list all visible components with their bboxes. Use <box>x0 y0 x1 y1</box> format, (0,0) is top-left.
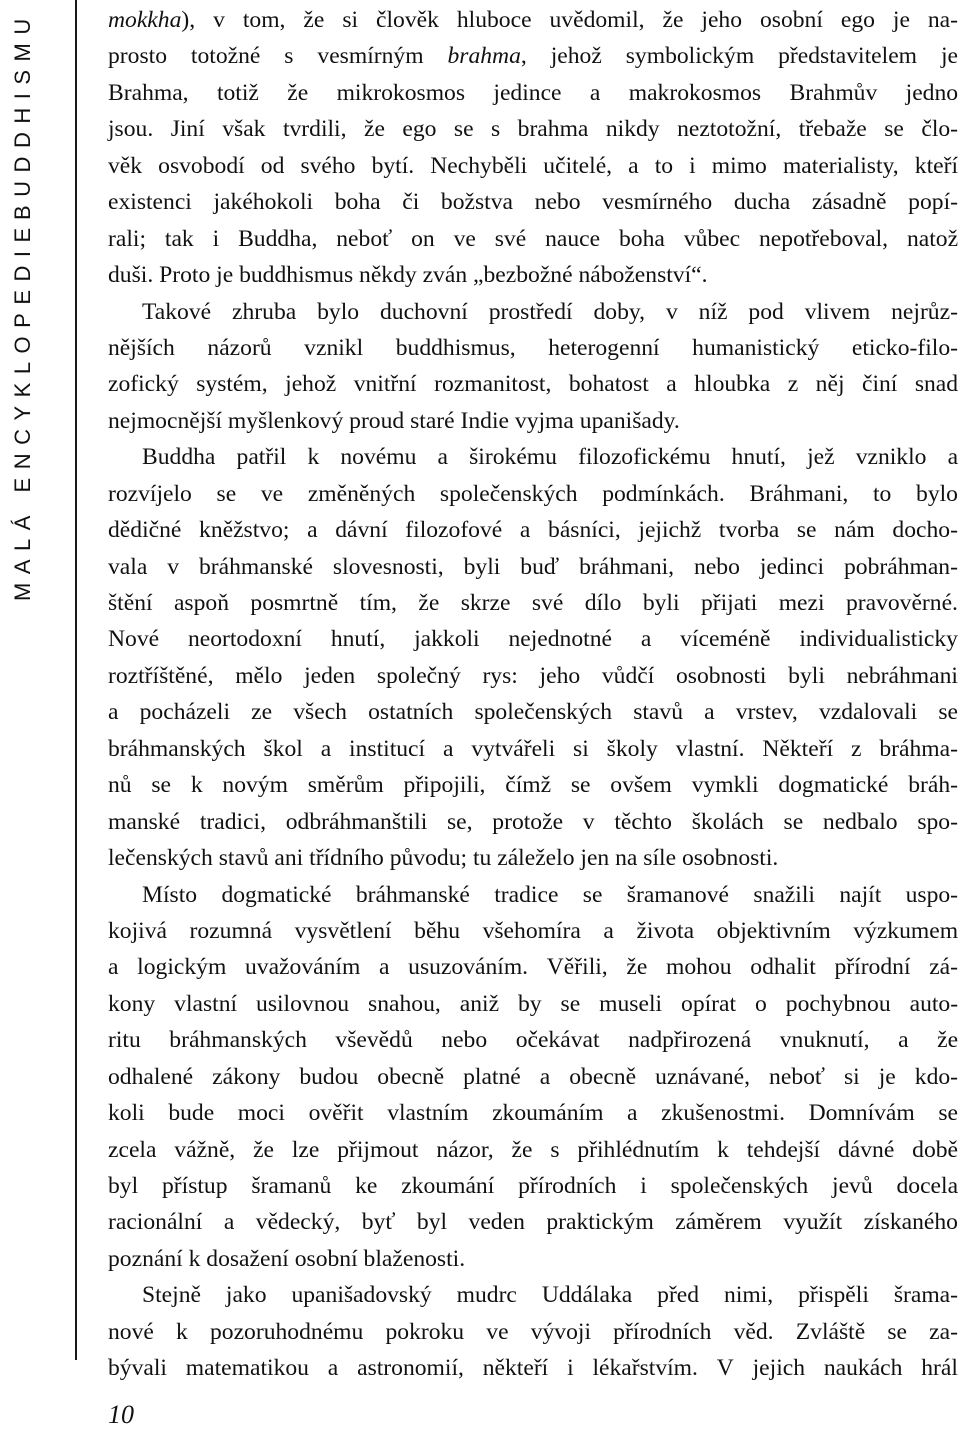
text-line: štění aspoň posmrtně tím, že skrze své dílo byli přijati mezi pravověrné. <box>108 590 958 616</box>
text-line: věk osvobodí od svého bytí. Nechyběli učitelé, a to i mimo materialisty, kteří <box>108 152 959 179</box>
text-line: jsou. Jiní však tvrdili, že ego se s brahma nikdy neztotožní, třebaže se člo- <box>108 116 959 143</box>
text-line: a pocházeli ze všech ostatních společenských stavů a vrstev, vzdalovali se <box>108 699 959 726</box>
text-line: kojivá rozumná vysvětlení běhu všehomíra a života objektivním výzkumem <box>108 917 959 944</box>
text-line <box>108 1241 958 1277</box>
text-line: bývali matematikou a astronomií, někteří i lékařstvím. V jejich naukách hrál <box>108 1355 958 1382</box>
text-line <box>108 840 958 876</box>
text-line: Buddha patřil k novému a širokému filozofickému hnutí, jež vzniklo a <box>142 444 959 471</box>
text-line <box>108 403 958 439</box>
text-line: Brahma, totiž že mikrokosmos jedince a makrokosmos Brahmův jedno <box>108 79 959 106</box>
text-line: nějších názorů vznikl buddhismus, heterogenní humanistický eticko-filo- <box>108 334 959 361</box>
volume-title: BUDDHISMU <box>10 10 35 220</box>
text-line: zcela vážně, že lze přijmout názor, že s přihlédnutím k tehdejší dávné době <box>108 1136 959 1163</box>
text-line: nů se k novým směrům připojili, čímž se ovšem vymkli dogmatické bráh- <box>108 772 958 799</box>
text-line: mokkha ), v tom, že si člověk hluboce uvědomil, že jeho osobní ego je na- <box>108 2 958 38</box>
line-text: lečenských stavů ani třídního původu; tu záleželo jen na síle osobnosti. <box>108 845 779 872</box>
text-line: rozvíjelo se ve změněných společenských podmínkách. Bráhmani, to bylo <box>108 480 958 507</box>
text-line: Takové zhruba bylo duchovní prostředí doby, v níž pod vlivem nejrůz- <box>142 298 958 325</box>
line-text: nejmocnější myšlenkový proud staré Indie vyjma upanišady. <box>108 407 680 434</box>
text-line: Místo dogmatické bráhmanské tradice se šramanové snažili najít uspo- <box>142 881 959 908</box>
text-line: roztříštěné, mělo jeden společný rys: jeho vůdčí osobnosti byli nebráhmani <box>108 662 958 689</box>
text-line: zofický systém, jehož vnitřní rozmanitost, bohatost a hloubka z něj činí snad <box>108 371 959 398</box>
line-text: poznání k dosažení osobní blaženosti. <box>108 1245 466 1272</box>
text-line: racionální a vědecký, byť byl veden praktickým záměrem využít získaného <box>108 1209 958 1236</box>
text-line: dědičné kněžstvo; a dávní filozofové a básníci, jejichž tvorba se nám docho- <box>108 517 958 544</box>
running-head-sidebar <box>0 0 78 1360</box>
page-number: 10 <box>108 1400 134 1429</box>
text-line: existenci jakéhokoli boha či božstva nebo vesmírného ducha zásadně popí- <box>108 189 958 216</box>
running-head-title <box>8 10 38 650</box>
text-line: a logickým uvažováním a usuzováním. Věřili, že mohou odhalit přírodní zá- <box>108 954 958 981</box>
page-body <box>108 2 958 1387</box>
text-line: Stejně jako upanišadovský mudrc Uddálaka před nimi, přispěli šrama- <box>142 1282 959 1309</box>
text-line: odhalené zákony budou obecně platné a obecně uznávané, neboť si je kdo- <box>108 1063 959 1090</box>
series-title: MALÁ ENCYKLOPEDIE <box>10 219 35 602</box>
text-line: byl přístup šramanů ke zkoumání přírodních i společenských jevů docela <box>108 1173 959 1199</box>
text-line: Nové neortodoxní hnutí, jakkoli nejednotné a víceméně individualisticky <box>108 626 958 653</box>
vertical-rule <box>75 0 77 1360</box>
text-line: koli bude moci ověřit vlastním zkoumáním a zkušenostmi. Domnívám se <box>108 1100 958 1127</box>
text-line: bráhmanských škol a institucí a vytvářeli si školy vlastní. Někteří z bráhma- <box>108 735 958 762</box>
text-line: nové k pozoruhodnému pokroku ve vývoji přírodních věd. Zvláště se za- <box>108 1318 958 1345</box>
italic-term: brahma <box>447 43 521 70</box>
text-line: prosto totožné s vesmírným brahma , jehož symbolickým představitelem je <box>108 38 958 74</box>
italic-term: mokkha <box>108 7 182 33</box>
text-line: vala v bráhmanské slovesnosti, byli buď bráhmani, nebo jedinci pobráhman- <box>108 553 958 580</box>
text-line: ritu bráhmanských vševědů nebo očekávat nadpřirozená vnuknutí, a že <box>108 1027 959 1054</box>
line-text: duši. Proto je buddhismus někdy zván „bezbožné náboženství“. <box>108 262 708 289</box>
text-line: kony vlastní usilovnou snahou, aniž by se museli opírat o pochybnou auto- <box>108 990 959 1017</box>
text-line: rali; tak i Buddha, neboť on ve své nauce boha vůbec nepotřeboval, natož <box>108 225 959 252</box>
text-line <box>108 257 958 293</box>
text-line: manské tradici, odbráhmanštili se, protože v těchto školách se nedbalo spo- <box>108 808 958 835</box>
